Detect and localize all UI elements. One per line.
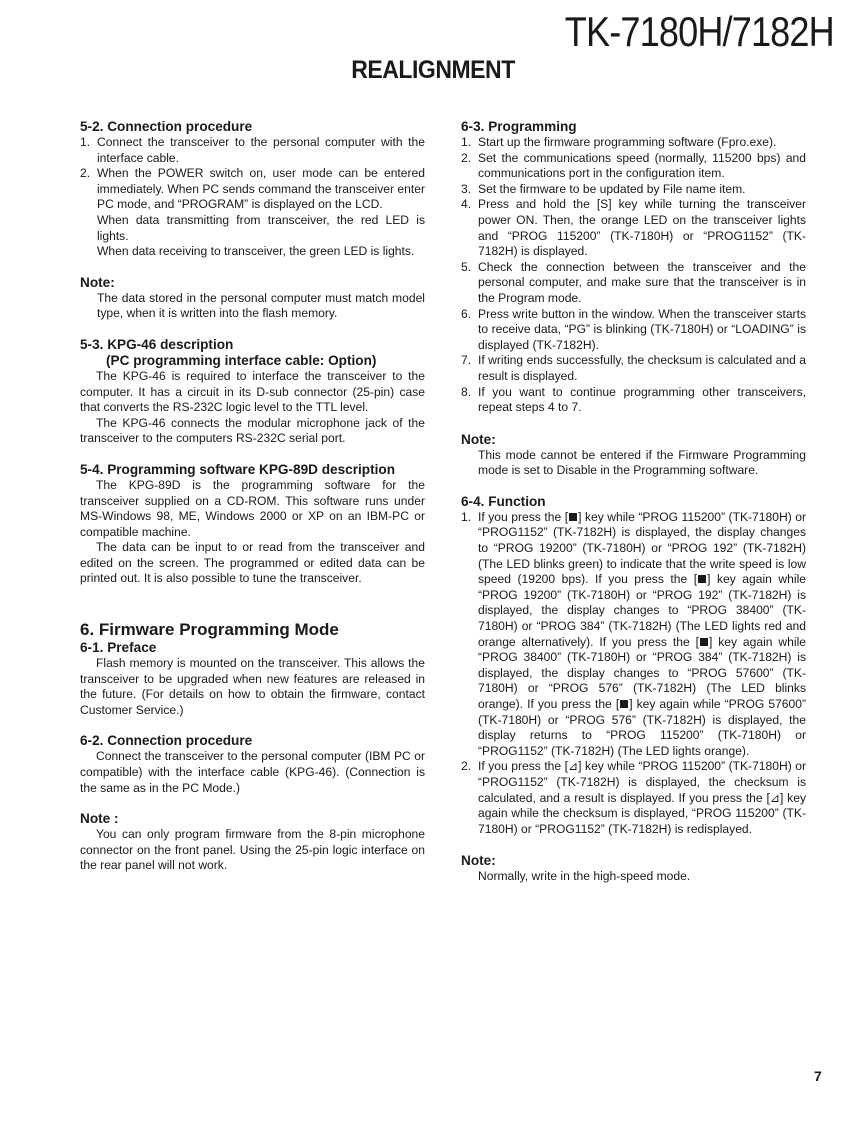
heading-5-2: 5-2. Connection procedure bbox=[80, 119, 253, 134]
step-text: When the POWER switch on, user mode can be entered immediately. When PC sends command the transceiver enter PC mode, and “PROGRAM” is displayed on the LCD. bbox=[97, 166, 425, 212]
programming-steps-list bbox=[461, 135, 806, 416]
paragraph: The KPG-46 is required to interface the transceiver to the computer. It has a circuit in its D-sub connector (25-pin) case that converts the RS-232C logic level to the TTL level. bbox=[80, 368, 425, 415]
list-item: 8. If you want to continue programming other transceivers, repeat steps 4 to 7. bbox=[461, 384, 806, 415]
list-item: 2. When the POWER switch on, user mode can be entered immediately. When PC sends command the transceiver enter PC mode, and “PROGRAM” is displayed on the LCD. When data transmitting from transceiver, the red LED is lights. When data receiving to transceiver, the green LED is lights. bbox=[80, 166, 425, 259]
heading-5-4: 5-4. Programming software KPG-89D description bbox=[80, 461, 395, 477]
list-item: 1. If you press the [ ] key while “PROG 115200” (TK-7180H) or “PROG1152” (TK-7182H) is displayed, the display changes to “PROG 19200” (TK-7180H) or “PROG 192” (TK-7182H) (The LED blinks green) to indicate that the write speed is low speed (19200 bps). If you press the [ ] key again while “PROG 19200” (TK-7180H) or “PROG 192” (TK-7182H) is displayed, the display changes to “PROG 38400” (TK-7180H) or “PROG 384” (TK-7182H) (The LED lights red and orange alternatively). If you press the [ ] key again while “PROG 38400” (TK-7180H) or “PROG 384” (TK-7182H) is displayed, the display changes to “PROG 57600” (TK-7180H) or “PROG 576” (TK-7182H) (The LED blinks orange). If you press the [ ] key again while “PROG 57600” (TK-7180H) or “PROG 576” (TK-7182H) is displayed, the display returns to “PROG 115200” (TK-7180H) or “PROG1152” (TK-7182H) (The LED lights orange). bbox=[461, 509, 806, 758]
note-heading: Note: bbox=[461, 431, 496, 447]
paragraph: Flash memory is mounted on the transceiver. This allows the transceiver to be upgraded when new features are released in the future. (For details on how to obtain the firmware, contact Customer Service.) bbox=[80, 656, 425, 717]
list-item: 3. Set the firmware to be updated by File name item. bbox=[461, 181, 746, 196]
note-text: Normally, write in the high-speed mode. bbox=[478, 869, 691, 884]
heading-6: 6. Firmware Programming Mode bbox=[80, 620, 339, 640]
heading-5-3-subtitle: (PC programming interface cable: Option) bbox=[106, 352, 377, 368]
model-title: TK-7180H/7182H bbox=[564, 8, 834, 55]
paragraph: Connect the transceiver to the personal computer (IBM PC or compatible) with the interface cable (KPG-46). (Connection is the same as in the PC Mode.) bbox=[80, 749, 425, 795]
list-item: 7. If writing ends successfully, the checksum is calculated and a result is displayed. bbox=[461, 353, 806, 383]
list-item: 2. Set the communications speed (normally, 115200 bps) and communications port in the configuration item. bbox=[461, 150, 806, 181]
step-text: When data transmitting from transceiver, the red LED is lights. bbox=[97, 212, 425, 243]
list-item: 1. Start up the firmware programming software (Fpro.exe). bbox=[461, 135, 777, 149]
list-item: 2. If you press the [⊿] key while “PROG 115200” (TK-7180H) or “PROG1152” (TK-7182H) is displayed, the checksum is calculated, and a result is displayed. If you press the [⊿] key again while the checksum is displayed, “PROG 115200” (TK-7180H) or “PROG1152” (TK-7182H) is redisplayed. bbox=[461, 759, 807, 836]
connection-steps-list bbox=[80, 135, 425, 260]
step-text: When data receiving to transceiver, the green LED is lights. bbox=[97, 244, 415, 259]
stop-key-icon bbox=[698, 575, 706, 583]
up-key-icon: ⊿ bbox=[568, 759, 579, 774]
paragraph: The KPG-46 connects the modular microphone jack of the transceiver to the computers RS-232C serial port. bbox=[80, 415, 425, 446]
heading-6-2: 6-2. Connection procedure bbox=[80, 733, 253, 749]
list-item: 6. Press write button in the window. When the transceiver starts to receive data, “PG” is blinking (TK-7180H) or “LOADING” is displayed (TK-7182H). bbox=[461, 306, 806, 352]
stop-key-icon bbox=[569, 513, 577, 521]
list-item: 5. Check the connection between the transceiver and the personal computer, and make sure that the transceiver is in the Program mode. bbox=[461, 259, 806, 305]
section-title: REALIGNMENT bbox=[351, 56, 515, 84]
page-number: 7 bbox=[814, 1068, 822, 1084]
right-column bbox=[461, 119, 806, 885]
stop-key-icon bbox=[700, 638, 708, 646]
note-heading: Note : bbox=[80, 811, 119, 827]
up-key-icon: ⊿ bbox=[769, 790, 780, 805]
paragraph: The data can be input to or read from the transceiver and edited on the screen. The programmed or edited data can be printed out. It is also possible to tune the transceiver. bbox=[80, 540, 425, 586]
note-text: This mode cannot be entered if the Firmware Programming mode is set to Disable in the Programming software. bbox=[478, 447, 806, 478]
left-column bbox=[80, 119, 425, 874]
stop-key-icon bbox=[620, 700, 628, 708]
list-item: 4. Press and hold the [S] key while turning the transceiver power ON. Then, the orange LED on the transceiver lights and “PROG 115200” (TK-7180H) or “PROG1152” (TK-7182H) is displayed. bbox=[461, 197, 806, 259]
note-text: The data stored in the personal computer must match model type, when it is written into the flash memory. bbox=[97, 290, 425, 321]
heading-6-1: 6-1. Preface bbox=[80, 640, 157, 656]
function-list bbox=[461, 510, 806, 837]
note-heading: Note: bbox=[80, 274, 115, 290]
heading-6-4: 6-4. Function bbox=[461, 493, 546, 509]
heading-5-3: 5-3. KPG-46 description bbox=[80, 336, 234, 352]
heading-6-3: 6-3. Programming bbox=[461, 119, 577, 134]
paragraph: The KPG-89D is the programming software for the transceiver supplied on a CD-ROM. This software runs under MS-Windows 98, ME, Windows 2000 or XP on an IBM-PC or compatible machine. bbox=[80, 477, 425, 539]
note-text: You can only program firmware from the 8-pin microphone connector on the front panel. Using the 25-pin logic interface on the rear panel will not work. bbox=[80, 827, 425, 873]
list-item: 1. Connect the transceiver to the personal computer with the interface cable. bbox=[80, 135, 425, 165]
note-heading: Note: bbox=[461, 853, 496, 869]
